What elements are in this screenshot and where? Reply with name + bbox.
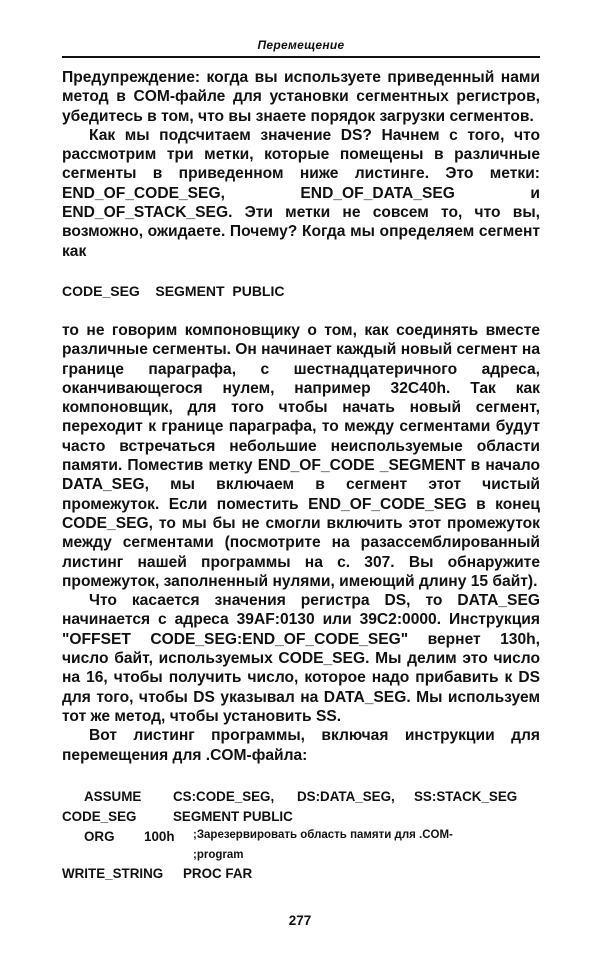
paragraph-listing-intro: Вот листинг программы, включая инструкции для перемещения для .COM-файла: [62,727,540,764]
listing-label: CODE_SEG [62,808,137,824]
listing-label: WRITE_STRING [62,865,164,881]
listing-op: SEGMENT PUBLIC [173,808,293,824]
paragraph-ds-value: Что касается значения регистра DS, то DATA_SEG начинается с адреса 39AF:0130 или 39C2:0000. Инструкция "OFFSET CODE_SEG:END_OF_CODE_SEG" вернет 130h, число байт, используемых CODE_SEG. Мы делим это число на 16, чтобы получить число, которое надо прибавить к DS для того, чтобы DS указывал на DATA_SEG. Мы используем тот же метод, чтобы установить SS. [62,592,540,725]
program-listing [62,789,540,886]
listing-line-proc [62,866,540,886]
running-header: Перемещение [62,38,540,58]
listing-line-assume [62,789,540,809]
paragraph-ds-question: Как мы подсчитаем значение DS? Начнем с того, что рассмотрим три метки, которые помещены в различные сегменты в приведенном ниже листинге. Это метки: END_OF_CODE_SEG, END_OF_DATA_SEG и END_OF_STACK_SEG. Эти метки не совсем то, что вы, возможно, ожидаете. Почему? Когда мы определяем сегмент как [62,126,540,260]
listing-arg: CS:CODE_SEG, [173,788,275,804]
listing-comment: ;Зарезервировать область памяти для .COM- [193,828,453,841]
listing-arg: SS:STACK_SEG [414,788,518,804]
page-number: 277 [288,913,312,928]
listing-line-org [62,829,540,849]
listing-op: ORG [84,828,115,844]
listing-arg: DS:DATA_SEG, [297,788,395,804]
listing-op: ASSUME [84,788,142,804]
listing-arg: 100h [144,828,175,844]
listing-line-comment-cont [62,849,540,866]
paragraph-linker: то не говорим компоновщику о том, как соединять вместе различные сегменты. Он начинает каждый новый сегмент на границе параграфа, с шестнадцатеричного адреса, оканчивающегося нулем, например 32C40h. Так как компоновщик, для того чтобы начать новый сегмент, переходит к границе параграфа, то между сегментами будут часто встречаться небольшие неиспользуемые области памяти. Поместив метку END_OF_CODE _SEGMENT в начало DATA_SEG, мы включаем в сегмент этот чистый промежуток. Если поместить END_OF_CODE_SEG в конец CODE_SEG, то мы бы не смогли включить этот промежуток между сегментами (посмотрите на разассемблированный листинг нашей программы на с. 307. Вы обнаружите промежуток, заполненный нулями, имеющий длину 15 байт). [62,321,541,590]
paragraph-warning: Предупреждение: когда вы используете приведенный нами метод в COM-файле для установки сегментных регистров, убедитесь в том, что вы знаете порядок загрузки сегментов. [62,69,540,125]
listing-line-segment [62,809,540,829]
listing-comment: ;program [193,848,244,861]
page-content [62,38,540,886]
listing-op: PROC FAR [183,865,253,881]
code-segment-definition: CODE_SEG SEGMENT PUBLIC [62,282,285,299]
